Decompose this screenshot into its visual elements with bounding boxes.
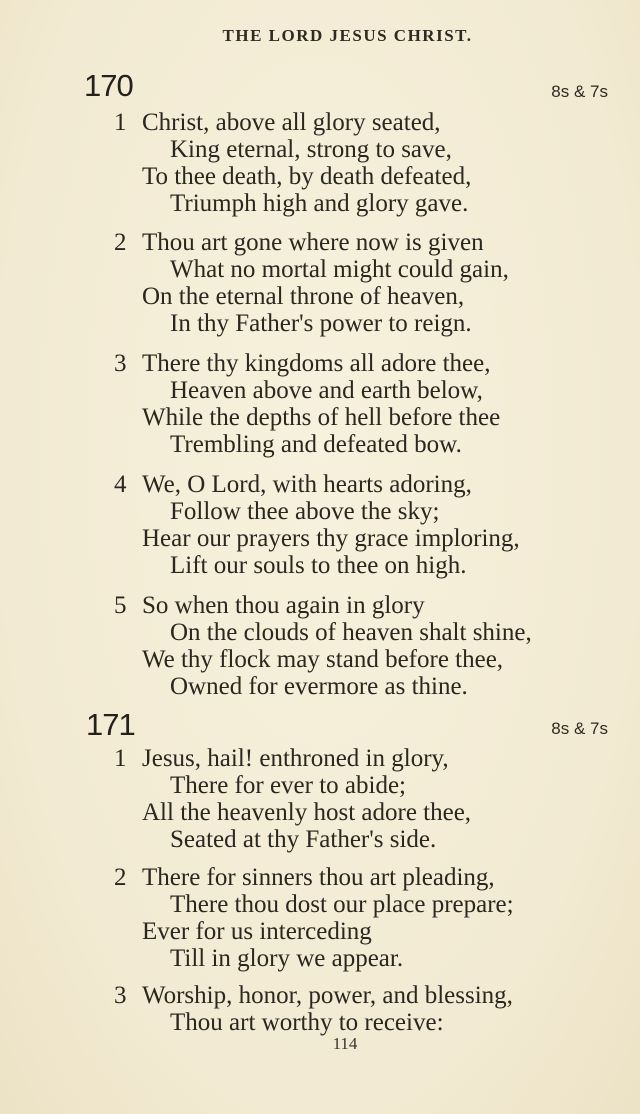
verse-line: Ever for us interceding <box>142 918 372 945</box>
stanza-number: 2 <box>114 864 127 891</box>
hymn-meter: 8s & 7s <box>551 719 608 738</box>
running-head: THE LORD JESUS CHRIST. <box>222 26 473 45</box>
verse-line: We thy flock may stand before thee, <box>142 646 504 673</box>
verse-line: Follow thee above the sky; <box>170 498 440 525</box>
verse-line: Thou art worthy to receive: <box>170 1009 444 1036</box>
verse-line: Worship, honor, power, and blessing, <box>142 982 513 1009</box>
verse-line: Hear our prayers thy grace imploring, <box>142 525 520 552</box>
verse-line: Till in glory we appear. <box>170 945 404 972</box>
stanza-number: 5 <box>114 592 127 619</box>
page-number: 114 <box>332 1034 358 1053</box>
verse-line: So when thou again in glory <box>142 592 425 619</box>
stanza-number: 2 <box>114 229 127 256</box>
stanza-number: 4 <box>114 471 127 498</box>
verse-line: There for sinners thou art pleading, <box>142 864 495 891</box>
stanza-number: 1 <box>114 109 127 136</box>
verse-line: Triumph high and glory gave. <box>170 190 469 217</box>
verse-line: Seated at thy Father's side. <box>170 826 437 853</box>
verse-line: Jesus, hail! enthroned in glory, <box>142 745 449 772</box>
verse-line: Heaven above and earth below, <box>170 377 483 404</box>
verse-line: What no mortal might could gain, <box>170 256 509 283</box>
verse-line: On the clouds of heaven shalt shine, <box>170 619 532 646</box>
stanza-number: 3 <box>114 982 127 1009</box>
verse-line: On the eternal throne of heaven, <box>142 283 465 310</box>
verse-line: While the depths of hell before thee <box>142 404 501 431</box>
verse-line: There thy kingdoms all adore thee, <box>142 350 491 377</box>
hymn-number: 170 <box>84 68 133 103</box>
verse-line: In thy Father's power to reign. <box>170 310 472 337</box>
verse-line: There for ever to abide; <box>170 772 406 799</box>
verse-line: All the heavenly host adore thee, <box>142 799 472 826</box>
verse-line: There thou dost our place prepare; <box>170 891 514 918</box>
verse-line: King eternal, strong to save, <box>170 136 452 163</box>
hymn-meter: 8s & 7s <box>551 82 608 101</box>
verse-line: We, O Lord, with hearts adoring, <box>142 471 472 498</box>
verse-line: Christ, above all glory seated, <box>142 109 441 136</box>
hymn-number: 171 <box>86 707 135 742</box>
verse-line: Owned for evermore as thine. <box>170 673 468 700</box>
verse-line: To thee death, by death defeated, <box>142 163 472 190</box>
verse-line: Lift our souls to thee on high. <box>170 552 467 579</box>
verse-line: Trembling and defeated bow. <box>170 431 462 458</box>
stanza-number: 3 <box>114 350 127 377</box>
stanza-number: 1 <box>114 745 127 772</box>
verse-line: Thou art gone where now is given <box>142 229 484 256</box>
